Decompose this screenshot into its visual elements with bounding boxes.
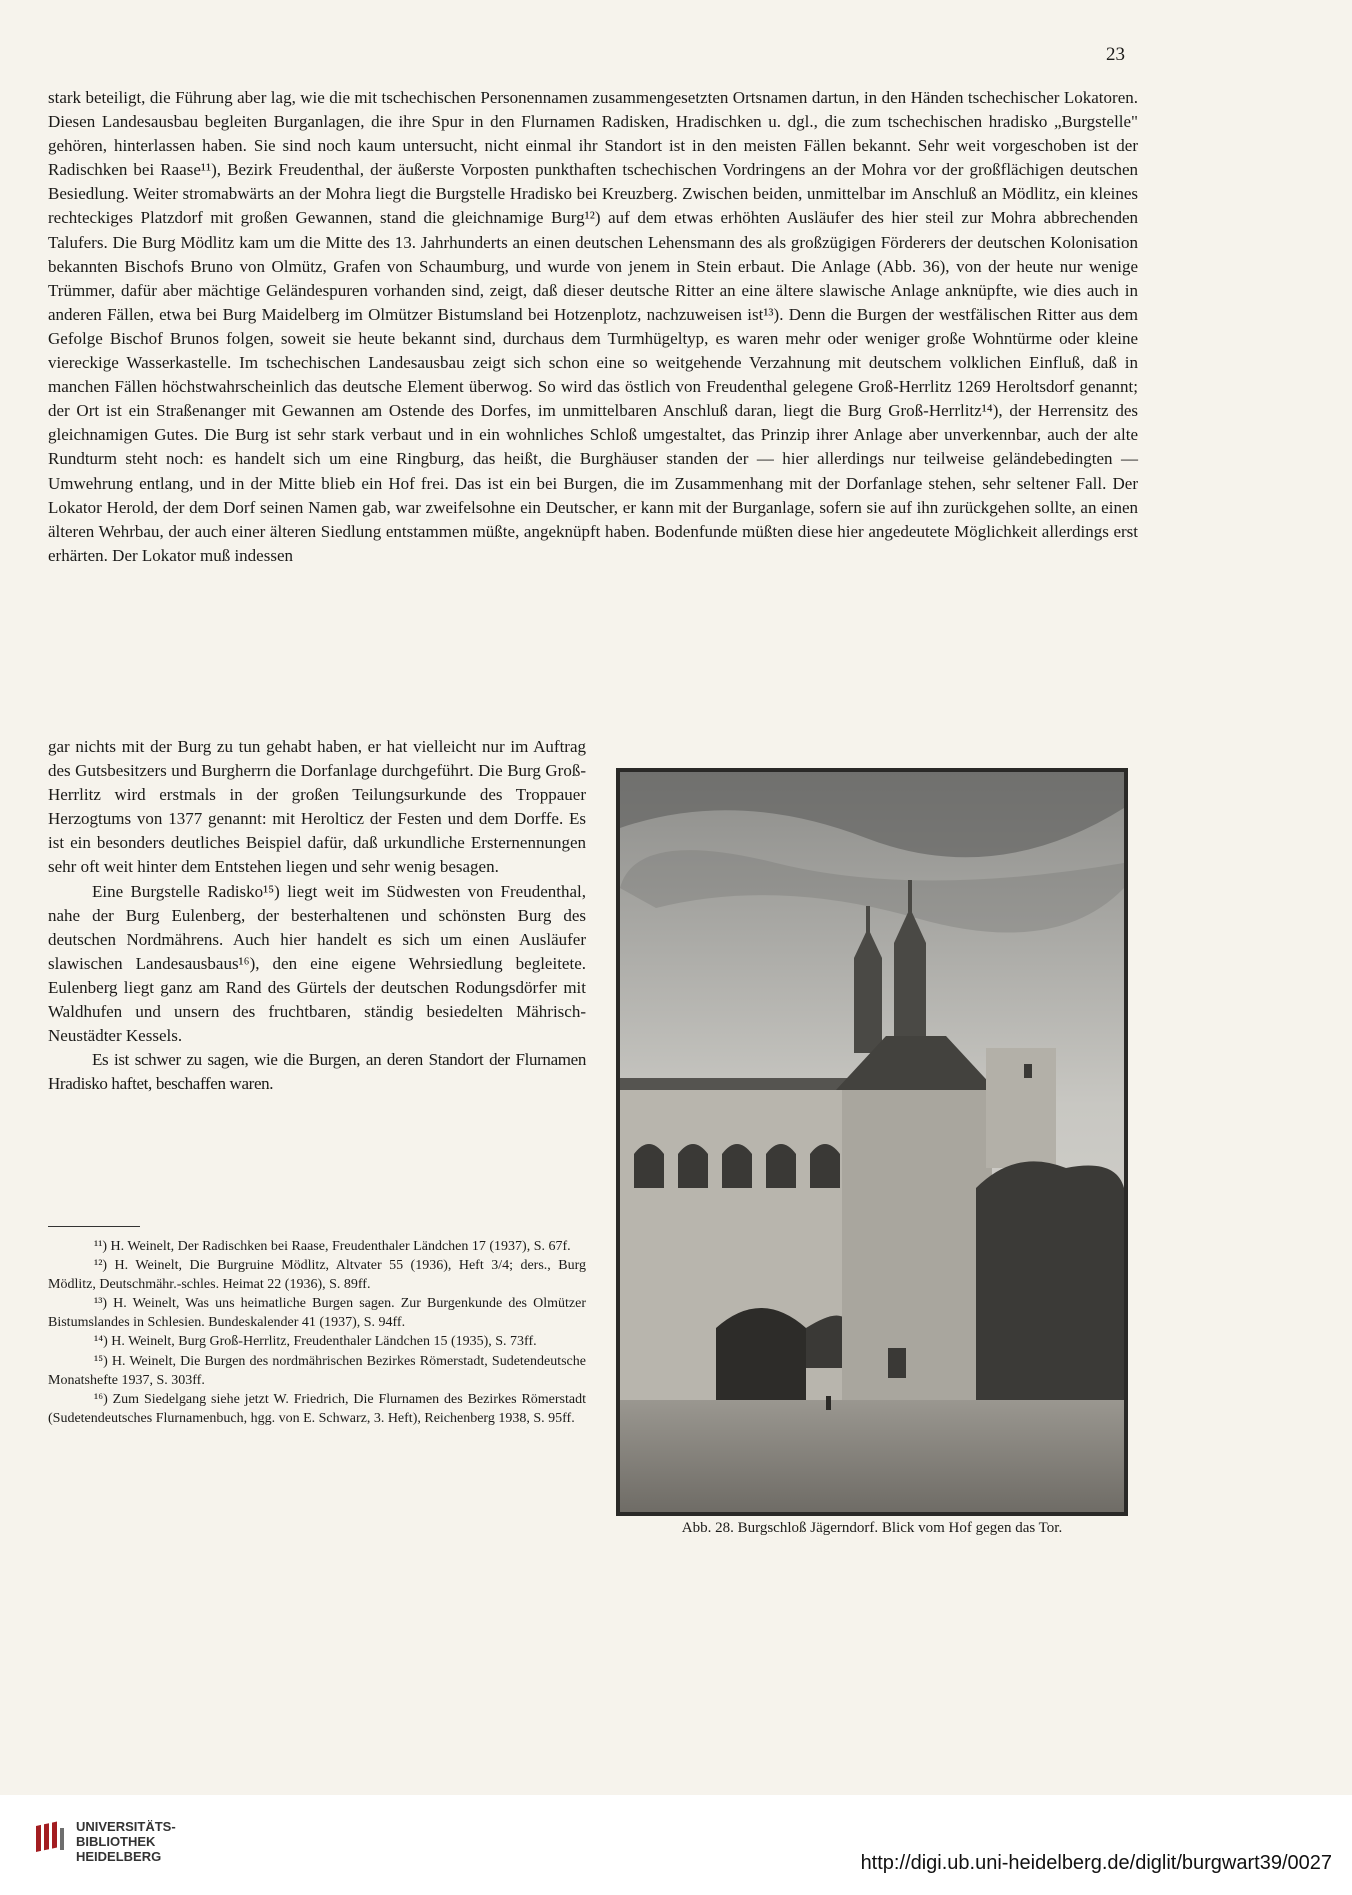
footnote-15: ¹⁵) H. Weinelt, Die Burgen des nordmährischen Bezirkes Römerstadt, Sudetendeutsche Monatshefte 1937, S. 303ff. xyxy=(48,1353,586,1388)
left-column xyxy=(48,735,586,1096)
castle-photo-illustration xyxy=(616,768,1128,1516)
round-tower xyxy=(842,1090,992,1410)
closing-paragraph: Es ist schwer zu sagen, wie die Burgen, an deren Standort der Flurnamen Hradisko haftet, beschaffen waren. xyxy=(48,1050,586,1094)
footnote-11: ¹¹) H. Weinelt, Der Radischken bei Raase, Freudenthaler Ländchen 17 (1937), S. 67f. xyxy=(94,1239,571,1254)
courtyard-ground xyxy=(620,1400,1124,1512)
footnote-16: ¹⁶) Zum Siedelgang siehe jetzt W. Friedrich, Die Flurnamen des Bezirkes Römerstadt (Sudetendeutsches Flurnamenbuch, hgg. von E. Schwarz, 3. Heft), Reichenberg 1938, S. 95ff. xyxy=(48,1391,586,1426)
footnote-13: ¹³) H. Weinelt, Was uns heimatliche Burgen sagen. Zur Burgenkunde des Olmützer Bistumslandes in Schlesien. Bundeskalender 41 (1937), S. 94ff. xyxy=(48,1296,586,1331)
main-text-block xyxy=(48,86,1138,568)
viewer-footer xyxy=(0,1795,1352,1895)
university-library-logo-icon xyxy=(36,1820,66,1852)
window xyxy=(1024,1064,1032,1078)
castle-photograph xyxy=(616,768,1128,1516)
radisko-paragraph: Eine Burgstelle Radisko¹⁵) liegt weit im Südwesten von Freudenthal, nahe der Burg Eulenberg, der besterhaltenen und schönsten Burg des deutschen Nordmährens. Auch hier handelt es sich um einen Ausläufer slawischen Landesausbaus¹⁶), den eine eigene Wehrsiedlung begleitete. Eulenberg liegt ganz am Rand des Gürtels der deutschen Rodungsdörfer mit Waldhufen und unsern des fruchtbaren, ständig besiedelten Mährisch-Neustädter Kessels. xyxy=(48,881,586,1046)
footnotes xyxy=(48,1237,586,1428)
person-figure xyxy=(826,1396,831,1410)
footnote-12: ¹²) H. Weinelt, Die Burgruine Mödlitz, Altvater 55 (1936), Heft 3/4; ders., Burg Mödlitz, Deutschmähr.-schles. Heimat 22 (1936), S. 89ff. xyxy=(48,1258,586,1293)
footnote-14: ¹⁴) H. Weinelt, Burg Groß-Herrlitz, Freudenthaler Ländchen 15 (1935), S. 73ff. xyxy=(94,1334,537,1350)
rear-building xyxy=(986,1048,1056,1168)
library-name-line: UNIVERSITÄTS- xyxy=(76,1819,176,1834)
library-name-line: BIBLIOTHEK xyxy=(76,1834,156,1849)
library-name-line: HEIDELBERG xyxy=(76,1849,162,1864)
footnote-divider xyxy=(48,1226,140,1227)
tower-door xyxy=(888,1348,906,1378)
source-url-link[interactable]: http://digi.ub.uni-heidelberg.de/diglit/burgwart39/0027 xyxy=(860,1852,1332,1874)
gate-archway xyxy=(716,1308,806,1400)
intro-paragraph: stark beteiligt, die Führung aber lag, wie die mit tschechischen Personennamen zusammengesetzten Ortsnamen dartun, in den Händen tschechischer Lokatoren. Diesen Landesausbau begleiten Burganlagen, die ihre Spur in den Flurnamen Radisken, Hradischken u. dgl., die zum tschechischen hradisko „Burgstelle" gehören, hinterlassen haben. Sie sind noch kaum untersucht, nicht einmal ihr Standort ist in den meisten Fällen bekannt. Sehr weit vorgeschoben ist der Radischken bei Raase¹¹), Bezirk Freudenthal, der äußerste Vorposten punkthaften tschechischen Vordringens an der Mohra vor der großflächigen deutschen Besiedlung. Weiter stromabwärts an der Mohra liegt die Burgstelle Hradisko bei Kreuzberg. Zwischen beiden, unmittelbar im Anschluß an Mödlitz, ein kleines rechteckiges Platzdorf mit großen Gewannen, stand die gleichnamige Burg¹²) auf dem etwas erhöhten Ausläufer des hier steil zur Mohra abbrechenden Talufers. Die Burg Mödlitz kam um die Mitte des 13. Jahrhunderts an einen deutschen Lehensmann des als großzügigen Förderers der deutschen Kolonisation bekannten Bischofs Bruno von Olmütz, Grafen von Schaumburg, und wurde von jenem in Stein erbaut. Die Anlage (Abb. 36), von der heute nur wenige Trümmer, dafür aber mächtige Geländespuren vorhanden sind, zeigt, daß dieser deutsche Ritter an eine ältere slawische Anlage anknüpfte, wie dies auch in anderen Fällen, etwa bei Burg Maidelberg im Olmützer Bistumsland bei Hotzenplotz, nachzuweisen ist¹³). Denn die Burgen der westfälischen Ritter aus dem Gefolge Bischof Brunos folgen, soweit sie heute bekannt sind, durchaus dem Turmhügeltyp, es waren mehr oder weniger große Wohntürme oder kleine viereckige Wasserkastelle. Im tschechischen Landesausbau zeigt sich schon eine so weitgehende Verzahnung mit deutschem volklichen Einfluß, daß in manchen Fällen höchstwahrscheinlich das deutsche Element überwog. So wird das östlich von Freudenthal gelegene Groß-Herrlitz 1269 Heroltsdorf genannt; der Ort ist ein Straßenanger mit Gewannen am Ostende des Dorfes, im unmittelbaren Anschluß daran, liegt die Burg Groß-Herrlitz¹⁴), der Herrensitz des gleichnamigen Gutes. Die Burg ist sehr stark verbaut und in ein wohnliches Schloß umgestaltet, das Prinzip ihrer Anlage aber unverkennbar, auch der alte Rundturm steht noch: es handelt sich um eine Ringburg, das heißt, die Burghäuser standen der — hier allerdings nur teilweise geländebedingten — Umwehrung entlang, und in der Mitte blieb ein Hof frei. Das ist ein bei Burgen, die im Zusammenhang mit der Dorfanlage stehen, sehr seltener Fall. Der Lokator Herold, der dem Dorf seinen Namen gab, war zweifelsohne ein Deutscher, er kann mit der Burganlage, sofern sie auf ihn zurückgehen sollte, an einen älteren Wehrbau, der auch einer älteren Siedlung entstammen müßte, angeknüpft haben. Bodenfunde müßten diese hier angedeutete Möglichkeit allerdings erst erhärten. Der Lokator muß indessen xyxy=(48,88,1138,565)
library-name xyxy=(76,1819,176,1864)
figure-caption: Abb. 28. Burgschloß Jägerndorf. Blick vom Hof gegen das Tor. xyxy=(681,1520,1063,1536)
tree xyxy=(976,1161,1124,1408)
page-number: 23 xyxy=(1106,44,1125,65)
continuation-paragraph: gar nichts mit der Burg zu tun gehabt haben, er hat vielleicht nur im Auftrag des Gutsbesitzers und Burgherrn die Dorfanlage durchgeführt. Die Burg Groß-Herrlitz wird erstmals in der großen Teilungsurkunde des Troppauer Herzogtums von 1377 genannt: mit Herolticz der Festen und dem Dorffe. Es ist ein besonders deutliches Beispiel dafür, daß urkundliche Ersternennungen sehr oft weit hinter dem Entstehen liegen und sehr wenig besagen. xyxy=(48,737,586,877)
